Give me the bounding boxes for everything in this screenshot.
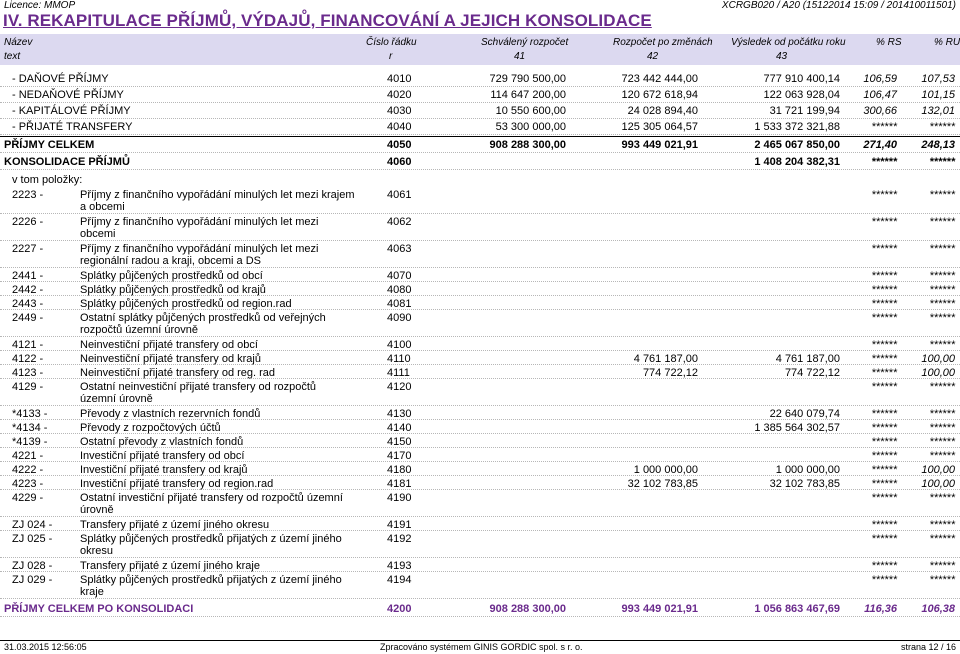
row-number: 4130 — [387, 408, 412, 420]
row-number: 4080 — [387, 284, 412, 296]
value-pct-rs: ****** — [871, 560, 897, 572]
value-pct-rs: ****** — [871, 422, 897, 434]
consolidation-row — [0, 154, 960, 170]
value-pct-rs: ****** — [871, 121, 897, 133]
item-name: Transfery přijaté z území jiného okresu — [80, 519, 270, 531]
value-pct-ru: 100,00 — [921, 353, 955, 365]
caption-text: v tom položky: — [12, 174, 83, 186]
item-name: Splátky půjčených prostředků od region.rad — [80, 298, 292, 310]
col-43: 43 — [776, 51, 788, 62]
value-rozpocet: 1 000 000,00 — [633, 464, 698, 476]
table-row — [0, 476, 960, 490]
item-name-cont: úrovně — [80, 504, 114, 516]
value-pct-ru: ****** — [929, 422, 955, 434]
value-pct-rs: 271,40 — [863, 139, 897, 151]
table-row — [0, 187, 960, 214]
value-pct-rs: ****** — [871, 156, 897, 168]
table-row — [0, 406, 960, 420]
item-name: Neinvestiční přijaté transfery od krajů — [80, 353, 261, 365]
item-name: Příjmy z finančního vypořádání minulých let mezi krajem — [80, 189, 355, 201]
row-label: KONSOLIDACE PŘÍJMŮ — [4, 156, 130, 168]
value-pct-rs: ****** — [871, 478, 897, 490]
value-schvaleny: 10 550 600,00 — [495, 105, 566, 117]
table-row — [0, 214, 960, 241]
processed-by: Zpracováno systémem GINIS GORDIC spol. s r. o. — [380, 642, 583, 652]
item-code: *4134 - — [12, 422, 48, 434]
row-label: PŘÍJMY CELKEM PO KONSOLIDACI — [4, 603, 194, 615]
value-rozpocet: 723 442 444,00 — [621, 73, 698, 85]
value-pct-rs: ****** — [871, 216, 897, 228]
value-vysledek: 777 910 400,14 — [763, 73, 840, 85]
value-pct-ru: ****** — [929, 284, 955, 296]
item-code: ZJ 024 - — [12, 519, 53, 531]
value-vysledek: 122 063 928,04 — [763, 89, 840, 101]
value-vysledek: 1 056 863 467,69 — [754, 603, 840, 615]
table-row — [0, 448, 960, 462]
value-schvaleny: 53 300 000,00 — [495, 121, 566, 133]
table-row — [0, 296, 960, 310]
value-pct-rs: ****** — [871, 381, 897, 393]
value-vysledek: 4 761 187,00 — [775, 353, 840, 365]
value-pct-rs: ****** — [871, 533, 897, 545]
table-row — [0, 310, 960, 337]
item-name: Ostatní neinvestiční přijaté transfery od rozpočtů — [80, 381, 317, 393]
row-label: - KAPITÁLOVÉ PŘÍJMY — [12, 105, 131, 117]
item-code: 2442 - — [12, 284, 44, 296]
item-name: Ostatní investiční přijaté transfery od rozpočtů územní — [80, 492, 343, 504]
table-row — [0, 103, 960, 119]
row-number: 4190 — [387, 492, 412, 504]
licence-label: Licence: MMOP — [4, 0, 76, 11]
item-name-cont: územní úrovně — [80, 393, 153, 405]
row-number: 4150 — [387, 436, 412, 448]
table-row — [0, 351, 960, 365]
row-number: 4120 — [387, 381, 412, 393]
row-number: 4194 — [387, 574, 412, 586]
value-pct-rs: 116,36 — [864, 603, 897, 615]
item-name-cont: okresu — [80, 545, 114, 557]
value-vysledek: 1 000 000,00 — [775, 464, 840, 476]
value-pct-ru: ****** — [929, 312, 955, 324]
value-pct-rs: ****** — [871, 367, 897, 379]
row-number: 4191 — [387, 519, 412, 531]
total-row — [0, 137, 960, 153]
row-number: 4090 — [387, 312, 412, 324]
report-id: XCRGB020 / A20 (15122014 15:09 / 201410011501) — [721, 0, 956, 11]
item-name: Převody z vlastních rezervních fondů — [80, 408, 261, 420]
item-code: 2441 - — [12, 270, 44, 282]
table-row — [0, 282, 960, 296]
value-pct-ru: 100,00 — [921, 367, 955, 379]
col-42: 42 — [647, 51, 659, 62]
item-name: Příjmy z finančního vypořádání minulých let mezi — [80, 243, 319, 255]
row-number: 4181 — [387, 478, 412, 490]
value-pct-ru: ****** — [929, 243, 955, 255]
table-row — [0, 365, 960, 379]
row-number: 4062 — [387, 216, 412, 228]
value-rozpocet: 993 449 021,91 — [621, 603, 698, 615]
value-pct-rs: ****** — [871, 574, 897, 586]
row-number: 4060 — [387, 156, 412, 168]
item-code: ZJ 028 - — [12, 560, 53, 572]
table-row — [0, 572, 960, 599]
page-title: IV. REKAPITULACE PŘÍJMŮ, VÝDAJŮ, FINANCOVÁNÍ A JEJICH KONSOLIDACE — [3, 11, 652, 30]
value-pct-ru: 101,15 — [921, 89, 955, 101]
table-row — [0, 268, 960, 282]
value-pct-ru: ****** — [929, 492, 955, 504]
item-name: Transfery přijaté z území jiného kraje — [80, 560, 260, 572]
row-label: PŘÍJMY CELKEM — [4, 139, 95, 151]
row-label: - DAŇOVÉ PŘÍJMY — [12, 73, 109, 85]
value-pct-rs: ****** — [871, 519, 897, 531]
value-pct-ru: ****** — [929, 270, 955, 282]
value-vysledek: 2 465 067 850,00 — [754, 139, 840, 151]
row-number: 4170 — [387, 450, 412, 462]
col-rozpocet: Rozpočet po změnách — [613, 37, 713, 48]
value-pct-ru: 106,38 — [921, 603, 955, 615]
item-code: 4129 - — [12, 381, 44, 393]
value-pct-rs: ****** — [871, 243, 897, 255]
table-row — [0, 490, 960, 517]
item-code: *4139 - — [12, 436, 48, 448]
value-rozpocet: 32 102 783,85 — [627, 478, 698, 490]
item-code: 4223 - — [12, 478, 44, 490]
row-number: 4180 — [387, 464, 412, 476]
row-number: 4020 — [387, 89, 412, 101]
table-row — [0, 337, 960, 351]
value-rozpocet: 993 449 021,91 — [621, 139, 698, 151]
value-pct-rs: ****** — [871, 270, 897, 282]
value-pct-rs: 300,66 — [863, 105, 897, 117]
row-label: - NEDAŇOVÉ PŘÍJMY — [12, 89, 124, 101]
value-rozpocet: 120 672 618,94 — [621, 89, 698, 101]
item-code: 2449 - — [12, 312, 44, 324]
col-nazev: Název — [4, 37, 33, 48]
value-vysledek: 32 102 783,85 — [769, 478, 840, 490]
item-name: Investiční přijaté transfery od obcí — [80, 450, 245, 462]
value-pct-ru: ****** — [929, 560, 955, 572]
item-code: 4229 - — [12, 492, 44, 504]
row-number: 4110 — [387, 353, 411, 365]
table-row — [0, 420, 960, 434]
row-number: 4081 — [387, 298, 412, 310]
value-schvaleny: 729 790 500,00 — [489, 73, 566, 85]
value-pct-rs: ****** — [871, 189, 897, 201]
row-number: 4200 — [387, 603, 412, 615]
value-pct-ru: ****** — [929, 408, 955, 420]
item-name: Převody z rozpočtových účtů — [80, 422, 221, 434]
table-row — [0, 379, 960, 406]
item-code: *4133 - — [12, 408, 48, 420]
item-name-cont: a obcemi — [80, 201, 125, 213]
item-code: 4221 - — [12, 450, 44, 462]
value-pct-rs: ****** — [871, 450, 897, 462]
item-code: ZJ 025 - — [12, 533, 53, 545]
value-vysledek: 31 721 199,94 — [769, 105, 840, 117]
item-name-cont: rozpočtů územní úrovně — [80, 324, 199, 336]
value-vysledek: 1 408 204 382,31 — [754, 156, 840, 168]
row-number: 4010 — [387, 73, 412, 85]
table-row — [0, 87, 960, 103]
value-vysledek: 774 722,12 — [784, 367, 840, 379]
value-pct-rs: ****** — [871, 353, 897, 365]
value-pct-rs: 106,59 — [863, 73, 897, 85]
value-pct-rs: ****** — [871, 312, 897, 324]
value-rozpocet: 24 028 894,40 — [627, 105, 698, 117]
value-pct-ru: ****** — [929, 381, 955, 393]
item-name-cont: obcemi — [80, 228, 116, 240]
item-code: 2443 - — [12, 298, 44, 310]
item-code: 4123 - — [12, 367, 44, 379]
value-pct-ru: ****** — [929, 216, 955, 228]
table-row — [0, 119, 960, 135]
item-code: 2223 - — [12, 189, 44, 201]
value-pct-ru: 100,00 — [921, 478, 955, 490]
table-header — [0, 34, 960, 65]
value-pct-rs: ****** — [871, 464, 897, 476]
row-number: 4063 — [387, 243, 412, 255]
page-number: strana 12 / 16 — [900, 642, 956, 652]
value-pct-ru: ****** — [929, 189, 955, 201]
value-pct-ru: 132,01 — [921, 105, 955, 117]
row-number: 4030 — [387, 105, 412, 117]
value-pct-ru: ****** — [929, 533, 955, 545]
col-schvaleny: Schválený rozpočet — [481, 37, 569, 48]
value-pct-ru: ****** — [929, 156, 955, 168]
item-name: Splátky půjčených prostředků od krajů — [80, 284, 266, 296]
grand-total-row — [0, 601, 960, 617]
item-name: Splátky půjčených prostředků přijatých z území jiného — [80, 533, 342, 545]
item-name: Neinvestiční přijaté transfery od reg. rad — [80, 367, 276, 379]
value-pct-ru: ****** — [929, 121, 955, 133]
row-number: 4192 — [387, 533, 412, 545]
table-row — [0, 517, 960, 531]
col-vysledek: Výsledek od počátku roku — [731, 37, 846, 48]
row-number: 4193 — [387, 560, 412, 572]
item-code: 2226 - — [12, 216, 44, 228]
value-pct-ru: ****** — [929, 339, 955, 351]
row-number: 4140 — [387, 422, 412, 434]
table-row — [0, 462, 960, 476]
footer — [0, 640, 960, 654]
value-pct-rs: ****** — [871, 339, 897, 351]
item-name: Ostatní splátky půjčených prostředků od veřejných — [80, 312, 326, 324]
value-pct-rs: ****** — [871, 492, 897, 504]
row-number: 4070 — [387, 270, 412, 282]
item-code: ZJ 029 - — [12, 574, 53, 586]
item-name: Splátky půjčených prostředků přijatých z území jiného — [80, 574, 342, 586]
item-name: Ostatní převody z vlastních fondů — [80, 436, 244, 448]
value-rozpocet: 4 761 187,00 — [633, 353, 698, 365]
item-name: Příjmy z finančního vypořádání minulých let mezi — [80, 216, 319, 228]
item-name: Investiční přijaté transfery od krajů — [80, 464, 248, 476]
value-pct-ru: 107,53 — [921, 73, 955, 85]
value-pct-rs: ****** — [871, 298, 897, 310]
table-row — [0, 71, 960, 87]
value-schvaleny: 908 288 300,00 — [489, 603, 566, 615]
value-schvaleny: 114 647 200,00 — [490, 89, 566, 101]
row-number: 4111 — [387, 367, 410, 379]
col-ru: % RU — [934, 37, 960, 48]
print-date: 31.03.2015 12:56:05 — [4, 642, 87, 652]
item-name-cont: regionální radou a kraji, obcemi a DS — [80, 255, 261, 267]
col-cislo: Číslo řádku — [366, 37, 417, 48]
item-code: 4222 - — [12, 464, 44, 476]
col-text: text — [4, 51, 21, 62]
value-vysledek: 1 533 372 321,88 — [754, 121, 840, 133]
value-pct-rs: ****** — [871, 408, 897, 420]
item-code: 4122 - — [12, 353, 44, 365]
value-pct-rs: 106,47 — [863, 89, 897, 101]
value-schvaleny: 908 288 300,00 — [489, 139, 566, 151]
col-rs: % RS — [876, 37, 902, 48]
value-pct-ru: ****** — [929, 574, 955, 586]
table-row — [0, 531, 960, 558]
value-pct-rs: ****** — [871, 436, 897, 448]
col-41: 41 — [514, 51, 526, 62]
row-number: 4061 — [387, 189, 412, 201]
value-pct-ru: 248,13 — [921, 139, 955, 151]
items-caption — [0, 172, 960, 186]
row-number: 4040 — [387, 121, 412, 133]
value-rozpocet: 125 305 064,57 — [621, 121, 698, 133]
value-pct-rs: ****** — [871, 284, 897, 296]
item-name: Investiční přijaté transfery od region.rad — [80, 478, 274, 490]
row-number: 4050 — [387, 139, 412, 151]
item-code: 2227 - — [12, 243, 44, 255]
item-name-cont: kraje — [80, 586, 104, 598]
item-code: 4121 - — [12, 339, 44, 351]
value-pct-ru: 100,00 — [921, 464, 955, 476]
table-row — [0, 434, 960, 448]
value-rozpocet: 774 722,12 — [642, 367, 698, 379]
value-pct-ru: ****** — [929, 298, 955, 310]
value-pct-ru: ****** — [929, 436, 955, 448]
table-row — [0, 241, 960, 268]
item-name: Splátky půjčených prostředků od obcí — [80, 270, 263, 282]
value-vysledek: 22 640 079,74 — [769, 408, 840, 420]
value-pct-ru: ****** — [929, 450, 955, 462]
row-label: - PŘIJATÉ TRANSFERY — [12, 121, 133, 133]
value-pct-ru: ****** — [929, 519, 955, 531]
value-vysledek: 1 385 564 302,57 — [754, 422, 840, 434]
item-name: Neinvestiční přijaté transfery od obcí — [80, 339, 258, 351]
col-r: r — [389, 51, 393, 62]
row-number: 4100 — [387, 339, 412, 351]
table-row — [0, 558, 960, 572]
